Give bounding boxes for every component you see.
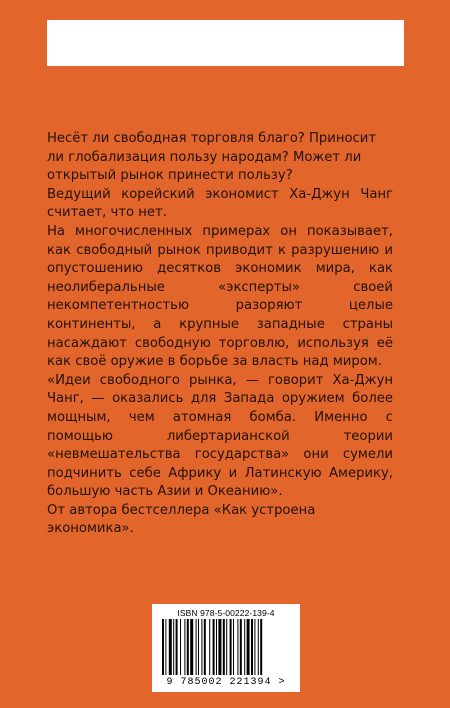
blurb-paragraph-author-opinion: Ведущий корейский экономист Ха-Джун Чанг считает, что нет. [47,186,393,221]
blurb-paragraph-examples: На многочисленных примерах он показывает, как свободный рынок приводит к разрушению и опустошению десятков экономик мира, как неолиберальные «эксперты» своей некомпетентностью разоряют целые континенты, а крупные западные страны насаждают свободную торговлю, используя её как своё оружие в борьбе за власть над миром. [47,223,393,370]
barcode-panel [152,604,300,692]
barcode-icon [162,619,290,675]
blurb-paragraph-questions: Несёт ли свободная торговля благо? Приносит ли глобализация пользу народам? Может ли открытый рынок принести пользу? [47,131,377,184]
isbn-label: ISBN 978-5-00222-139-4 [177,608,275,618]
top-white-band [47,20,404,66]
blurb-paragraph-quote: «Идеи свободного рынка, — говорит Ха-Джун Чанг, — оказались для Запада оружием более мощным, чем атомная бомба. Именно с помощью либертарианской теории «невмешательства государства» они сумели подчинить себе Африку и Латинскую Америку, большую часть Азии и Океанию». [47,372,393,500]
barcode-digits: 9 785002 221394 > [166,677,286,688]
blurb-paragraph-bestseller: От автора бестселлера «Как устроена экономика». [47,502,316,537]
back-cover-blurb [47,130,393,539]
